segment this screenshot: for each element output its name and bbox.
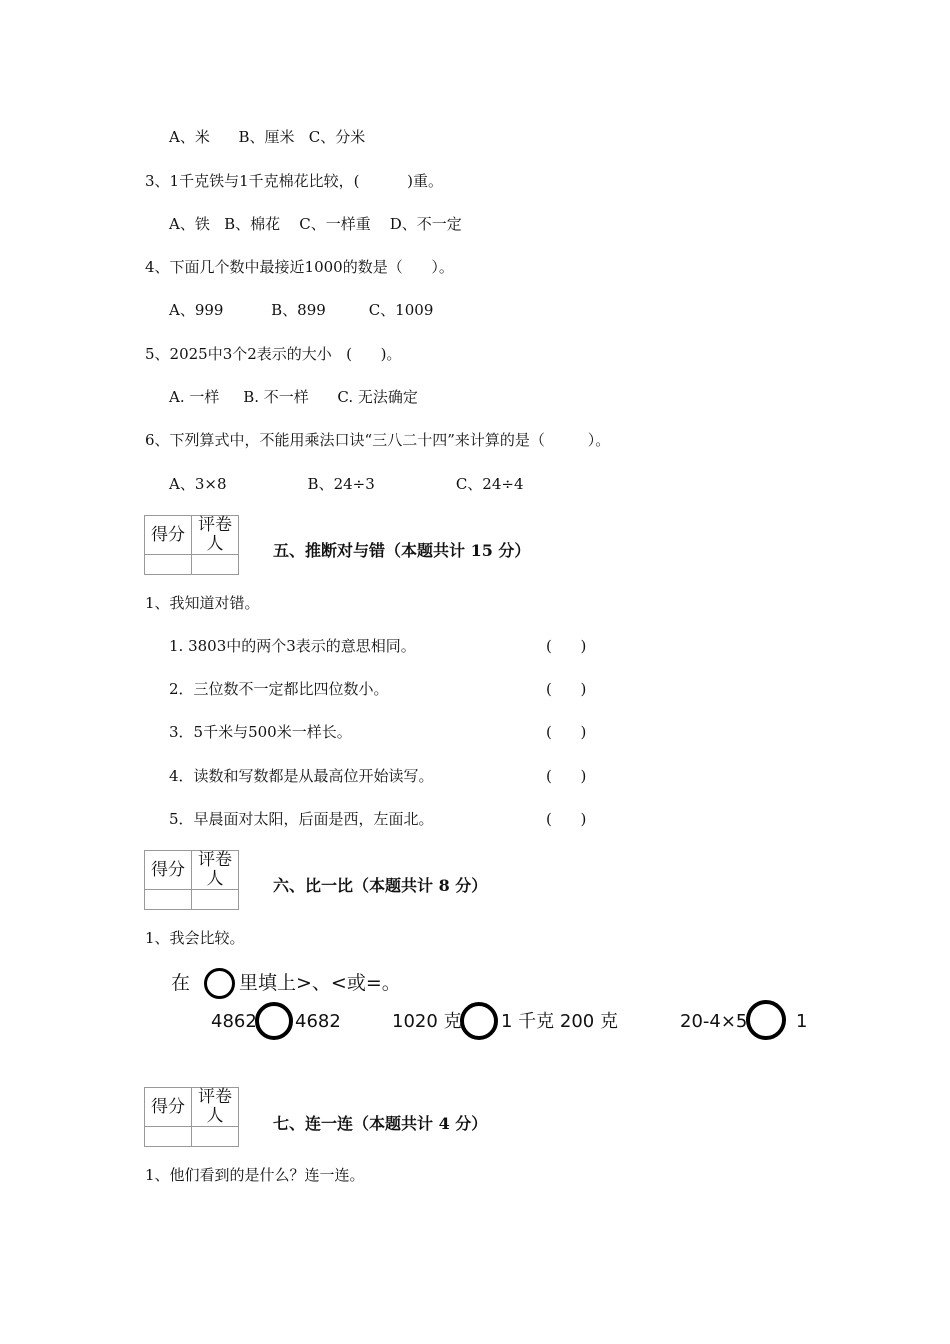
instruction-prefix: 在 [171,972,191,994]
score-header: 得分 [145,851,192,890]
answer-paren[interactable]: ( ) [546,637,587,655]
score-cell[interactable] [145,555,192,575]
answer-circle[interactable] [460,1002,498,1040]
q4-question: 4、下面几个数中最接近1000的数是（ ）。 [145,258,454,276]
compare-left: 20-4×5 [680,1011,748,1032]
grader-cell[interactable] [192,890,239,910]
sample-circle-icon [204,968,235,999]
section-title: 七、连一连（本题共计 4 分） [273,1114,488,1133]
instruction-suffix: 里填上>、<或=。 [239,972,401,994]
q4-options: A、999 B、899 C、1009 [169,301,434,319]
grader-header: 评卷人 [192,1088,239,1127]
score-header: 得分 [145,516,192,555]
score-table [144,515,239,575]
grader-header: 评卷人 [192,851,239,890]
grader-header: 评卷人 [192,516,239,555]
answer-paren[interactable]: ( ) [546,723,587,741]
answer-circle[interactable] [746,1000,786,1040]
compare-right: 4682 [295,1011,341,1032]
q5-question: 5、2025中3个2表示的大小 ( )。 [145,345,402,363]
judge-item: 5．早晨面对太阳，后面是西，左面北。 [169,810,434,828]
compare-left: 1020 克 [392,1011,462,1032]
compare-left: 4862 [211,1011,257,1032]
score-cell[interactable] [145,1127,192,1147]
section-title: 五、推断对与错（本题共计 15 分） [273,541,531,560]
score-header: 得分 [145,1088,192,1127]
q5-options: A. 一样 B. 不一样 C. 无法确定 [169,388,418,406]
answer-paren[interactable]: ( ) [546,810,587,828]
section-intro: 1、他们看到的是什么？连一连。 [145,1166,365,1184]
q6-question: 6、下列算式中，不能用乘法口诀“三八二十四”来计算的是（ ）。 [145,431,611,449]
compare-right: 1 [796,1011,808,1032]
answer-circle[interactable] [255,1002,293,1040]
section-intro: 1、我知道对错。 [145,594,260,612]
grader-cell[interactable] [192,555,239,575]
q2-options: A、米 B、厘米 C、分米 [169,128,366,146]
answer-paren[interactable]: ( ) [546,680,587,698]
q6-options: A、3×8 B、24÷3 C、24÷4 [169,475,524,493]
judge-item: 1. 3803中的两个3表示的意思相同。 [169,637,416,655]
judge-item: 4．读数和写数都是从最高位开始读写。 [169,767,434,785]
score-table [144,850,239,910]
q3-options: A、铁 B、棉花 C、一样重 D、不一定 [169,215,462,233]
judge-item: 2．三位数不一定都比四位数小。 [169,680,389,698]
grader-cell[interactable] [192,1127,239,1147]
section-title: 六、比一比（本题共计 8 分） [273,876,488,895]
compare-right: 1 千克 200 克 [501,1011,618,1032]
score-table [144,1087,239,1147]
score-cell[interactable] [145,890,192,910]
q3-question: 3、1千克铁与1千克棉花比较，( )重。 [145,172,444,190]
judge-item: 3．5千米与500米一样长。 [169,723,352,741]
section-intro: 1、我会比较。 [145,929,245,947]
answer-paren[interactable]: ( ) [546,767,587,785]
